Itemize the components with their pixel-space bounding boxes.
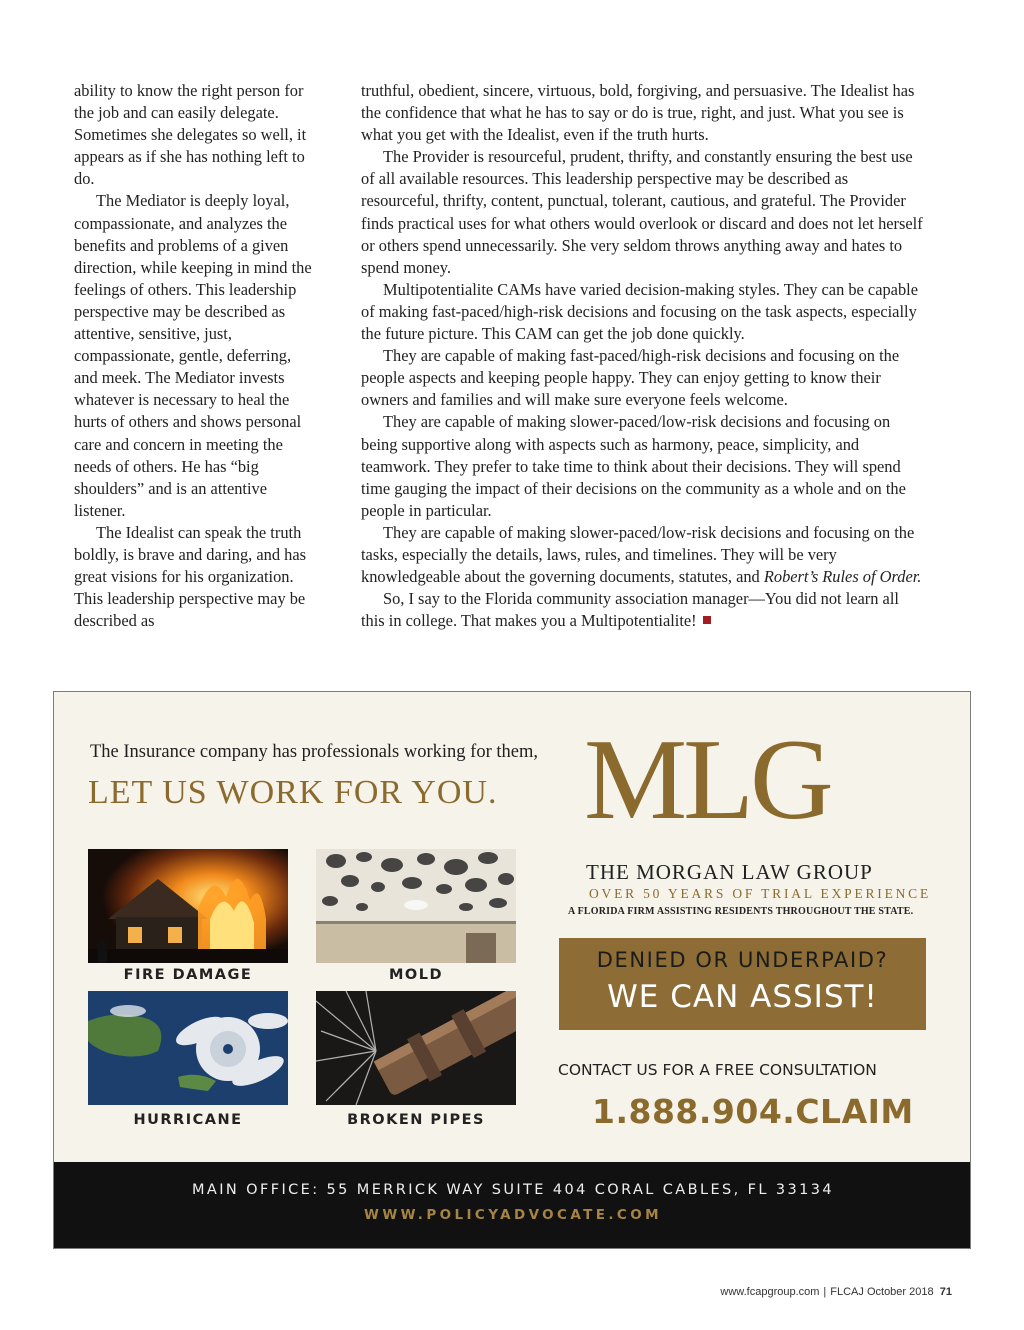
photo-label: BROKEN PIPES: [347, 1112, 485, 1128]
broken-pipe-photo: [316, 991, 516, 1105]
article-paragraph-text: So, I say to the Florida community association manager—You did not learn all this in college. That makes you a Multipotentialite!: [361, 589, 899, 631]
article-paragraph: [361, 588, 923, 632]
article-paragraph: The Mediator is deeply loyal, compassionate, and analyzes the benefits and problems of a given direction, while keeping in mind the feelings of others. This leadership perspective may be described as attentive, sensitive, just, compassionate, gentle, deferring, and meek. The Mediator invests whatever is necessary to heal the hurts of others and shows personal care and concern in meeting the needs of others. He has “big shoulders” and is an attentive listener.: [74, 191, 312, 520]
article-left-column: [74, 80, 316, 632]
morgan-law-group-ad: [53, 691, 971, 1249]
article-paragraph: The Provider is resourceful, prudent, thrifty, and constantly ensuring the best use of all available resources. This leadership perspective may be described as resourceful, thrifty, content, punctual, tolerant, cautious, and grateful. The Provider finds practical uses for what others would overlook or discard and does not let herself or others spend unnecessarily. She very seldom throws anything away and hates to spend money.: [361, 147, 923, 277]
footer-separator: |: [823, 1286, 827, 1298]
italic-title: Robert’s Rules of Order.: [763, 567, 922, 587]
article-paragraph: truthful, obedient, sincere, virtuous, bold, forgiving, and persuasive. The Idealist has the confidence that what he has to say or do is true, right, and just. What you see is what you get with the Idealist, even if the truth hurts.: [361, 81, 915, 145]
office-address: MAIN OFFICE: 55 MERRICK WAY SUITE 404 CORAL CABLES, FL 33134: [192, 1182, 834, 1198]
page-number: 71: [939, 1286, 952, 1298]
article-paragraph: [361, 522, 923, 588]
article-paragraph: They are capable of making fast-paced/high-risk decisions and focusing on the people aspects and keeping people happy. They can enjoy getting to know their owners and families and will make sure everyone feels welcome.: [361, 346, 900, 410]
mlg-logo: MLG: [584, 716, 830, 844]
photo-label: HURRICANE: [133, 1112, 243, 1128]
article-paragraph: ability to know the right person for the job and can easily delegate. Sometimes she delegates so well, it appears as if she has nothing left to do.: [74, 81, 307, 189]
ad-footer-bar: [54, 1162, 971, 1249]
end-mark-icon: [703, 616, 711, 624]
ad-headline: LET US WORK FOR YOU.: [88, 774, 498, 811]
brand-experience: OVER 50 YEARS OF TRIAL EXPERIENCE: [589, 886, 932, 901]
article-paragraph: They are capable of making slower-paced/low-risk decisions and focusing on being supportive along with aspects such as harmony, peace, simplicity, and teamwork. They prefer to take time to think about their decisions. They will spend time gauging the impact of their decisions on the community as a whole and on the people in particular.: [361, 412, 906, 520]
brand-name: THE MORGAN LAW GROUP: [586, 860, 873, 884]
photo-label: MOLD: [388, 967, 444, 983]
footer-publication: FLCAJ October 2018: [830, 1286, 934, 1298]
brand-firm-note: A FLORIDA FIRM ASSISTING RESIDENTS THROUGHOUT THE STATE.: [568, 906, 914, 917]
phone-number[interactable]: 1.888.904.CLAIM: [592, 1092, 914, 1131]
website-link[interactable]: WWW.POLICYADVOCATE.COM: [364, 1207, 662, 1223]
page-footer: [720, 1286, 952, 1298]
article-paragraph: The Idealist can speak the truth boldly, is brave and daring, and has great visions for his organization. This leadership perspective may be described as: [74, 522, 306, 631]
article-paragraph-text: They are capable of making slower-paced/low-risk decisions and focusing on the tasks, especially the details, laws, rules, and timelines. They will be very knowledgeable about the governing documents, statutes, and: [361, 522, 915, 587]
callout-box: [559, 938, 926, 1030]
contact-text: CONTACT US FOR A FREE CONSULTATION: [558, 1061, 877, 1079]
article-paragraph: Multipotentialite CAMs have varied decision-making styles. They can be capable of making fast-paced/high-risk decisions and focusing on the task aspects, especially the future picture. This CAM can get the job done quickly.: [361, 279, 918, 344]
photo-label: FIRE DAMAGE: [123, 967, 253, 983]
mold-photo: [316, 849, 516, 963]
ad-intro: The Insurance company has professionals working for them,: [90, 742, 538, 762]
callout-answer: WE CAN ASSIST!: [607, 979, 878, 1015]
callout-question: DENIED OR UNDERPAID?: [596, 948, 889, 972]
article-right-column: [361, 80, 923, 632]
hurricane-photo: [88, 991, 288, 1105]
footer-site[interactable]: www.fcapgroup.com: [720, 1286, 820, 1298]
fire-photo: [88, 849, 288, 963]
